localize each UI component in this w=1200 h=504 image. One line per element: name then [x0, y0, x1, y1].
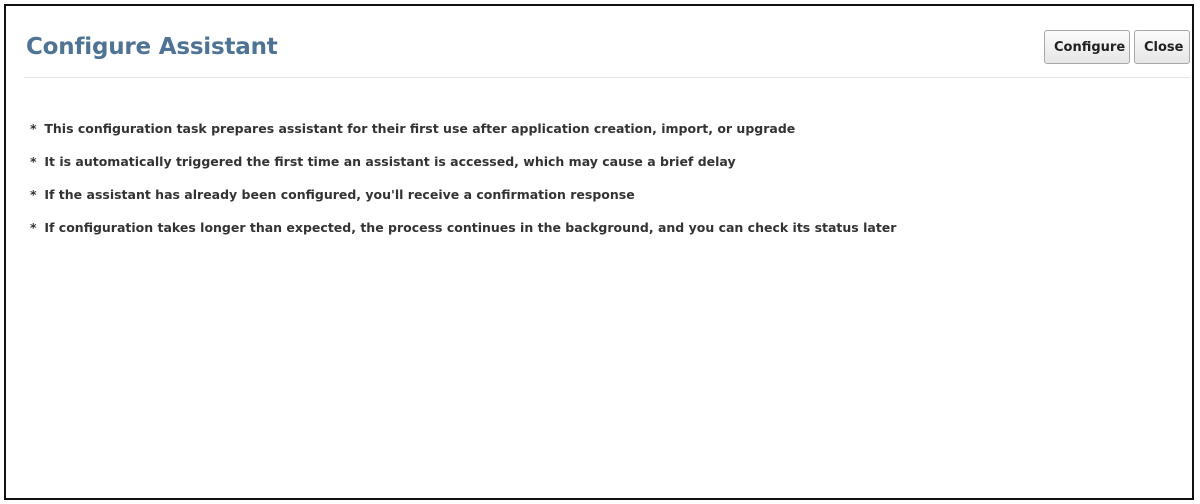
list-item [30, 217, 1172, 250]
info-text: It is automatically triggered the first time an assistant is accessed, which may cause a brief delay [44, 154, 736, 169]
toolbar [1044, 30, 1190, 64]
info-text: This configuration task prepares assistant for their first use after application creation, import, or upgrade [44, 121, 796, 136]
page-title: Configure Assistant [26, 34, 278, 60]
configure-assistant-dialog [4, 4, 1194, 500]
close-button[interactable]: Close [1134, 30, 1190, 64]
dialog-header [24, 6, 1190, 78]
dialog-content [30, 118, 1172, 250]
bullet-asterisk: * [30, 121, 37, 136]
list-item [30, 151, 1172, 184]
list-item [30, 184, 1172, 217]
bullet-asterisk: * [30, 220, 37, 235]
list-item [30, 118, 1172, 151]
info-list [30, 118, 1172, 250]
bullet-asterisk: * [30, 187, 37, 202]
info-text: If configuration takes longer than expected, the process continues in the background, and you can check its status later [44, 220, 897, 235]
info-text: If the assistant has already been configured, you'll receive a confirmation response [44, 187, 635, 202]
bullet-asterisk: * [30, 154, 37, 169]
configure-button[interactable]: Configure [1044, 30, 1130, 64]
